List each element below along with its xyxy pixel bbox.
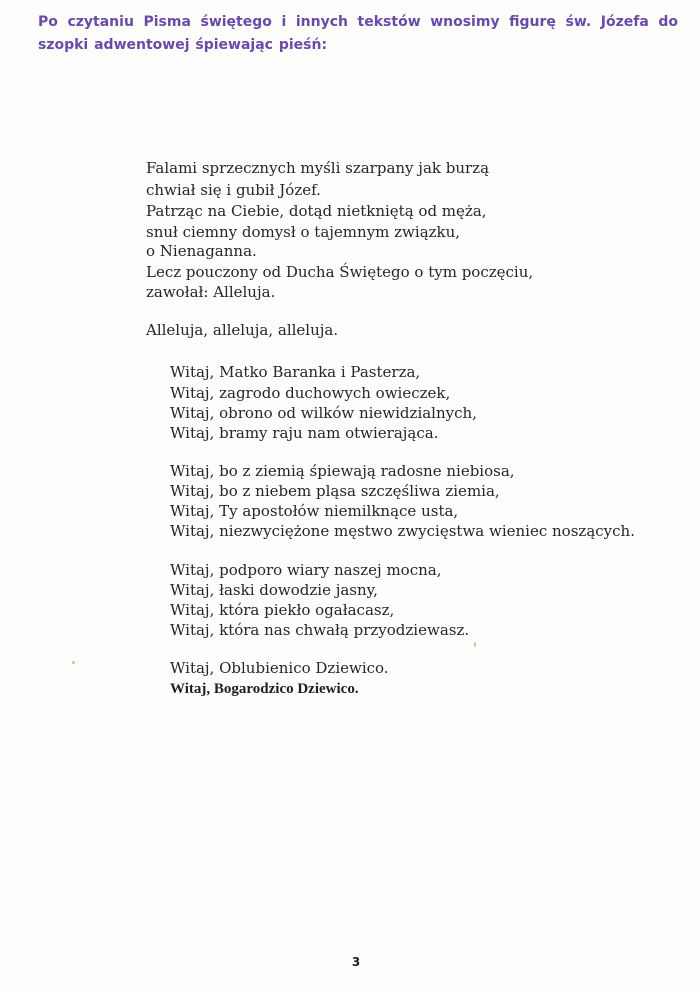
poem-line: Witaj, obrono od wilków niewidzialnych, xyxy=(170,404,477,422)
poem-line: Witaj, bo z niebem pląsa szczęśliwa ziemia, xyxy=(170,482,500,500)
poem-line: Patrząc na Ciebie, dotąd nietkniętą od męża, xyxy=(146,202,487,220)
poem-line: Witaj, która nas chwałą przyodziewasz. xyxy=(170,621,470,639)
poem-line: Witaj, bramy raju nam otwierająca. xyxy=(170,424,439,442)
poem-line: snuł ciemny domysł o tajemnym związku, xyxy=(146,223,461,241)
scan-speck xyxy=(72,661,75,664)
poem-line: Witaj, podporo wiary naszej mocna, xyxy=(170,561,442,579)
poem-line: Witaj, bo z ziemią śpiewają radosne niebiosa, xyxy=(170,462,515,480)
page-number: 3 xyxy=(351,955,361,969)
poem-line: Lecz pouczony od Ducha Świętego o tym poczęciu, xyxy=(146,263,534,281)
poem-line: Falami sprzecznych myśli szarpany jak burzą xyxy=(146,159,490,177)
poem-line: zawołał: Alleluja. xyxy=(146,283,276,301)
poem-line: Witaj, która piekło ogałacasz, xyxy=(170,601,395,619)
refrain-line: Alleluja, alleluja, alleluja. xyxy=(146,321,339,339)
poem-line: Witaj, łaski dowodzie jasny, xyxy=(170,581,378,599)
poem-line: Witaj, niezwyciężone męstwo zwycięstwa wieniec noszących. xyxy=(170,522,635,540)
poem-line: Witaj, zagrodo duchowych owieczek, xyxy=(170,384,451,402)
poem-line: Witaj, Ty apostołów niemilknące usta, xyxy=(170,502,459,520)
poem-line: Witaj, Matko Baranka i Pasterza, xyxy=(170,363,421,381)
poem-line-bold: Witaj, Bogarodzico Dziewico. xyxy=(170,681,359,697)
poem-line: chwiał się i gubił Józef. xyxy=(146,181,321,199)
poem-line: Witaj, Oblubienico Dziewico. xyxy=(170,659,389,677)
poem-line: o Nienaganna. xyxy=(146,242,257,260)
instruction-text: Po czytaniu Pisma świętego i innych tekstów wnosimy figurę św. Józefa do szopki adwentowej śpiewając pieśń: xyxy=(38,14,678,53)
scan-speck xyxy=(474,642,476,647)
